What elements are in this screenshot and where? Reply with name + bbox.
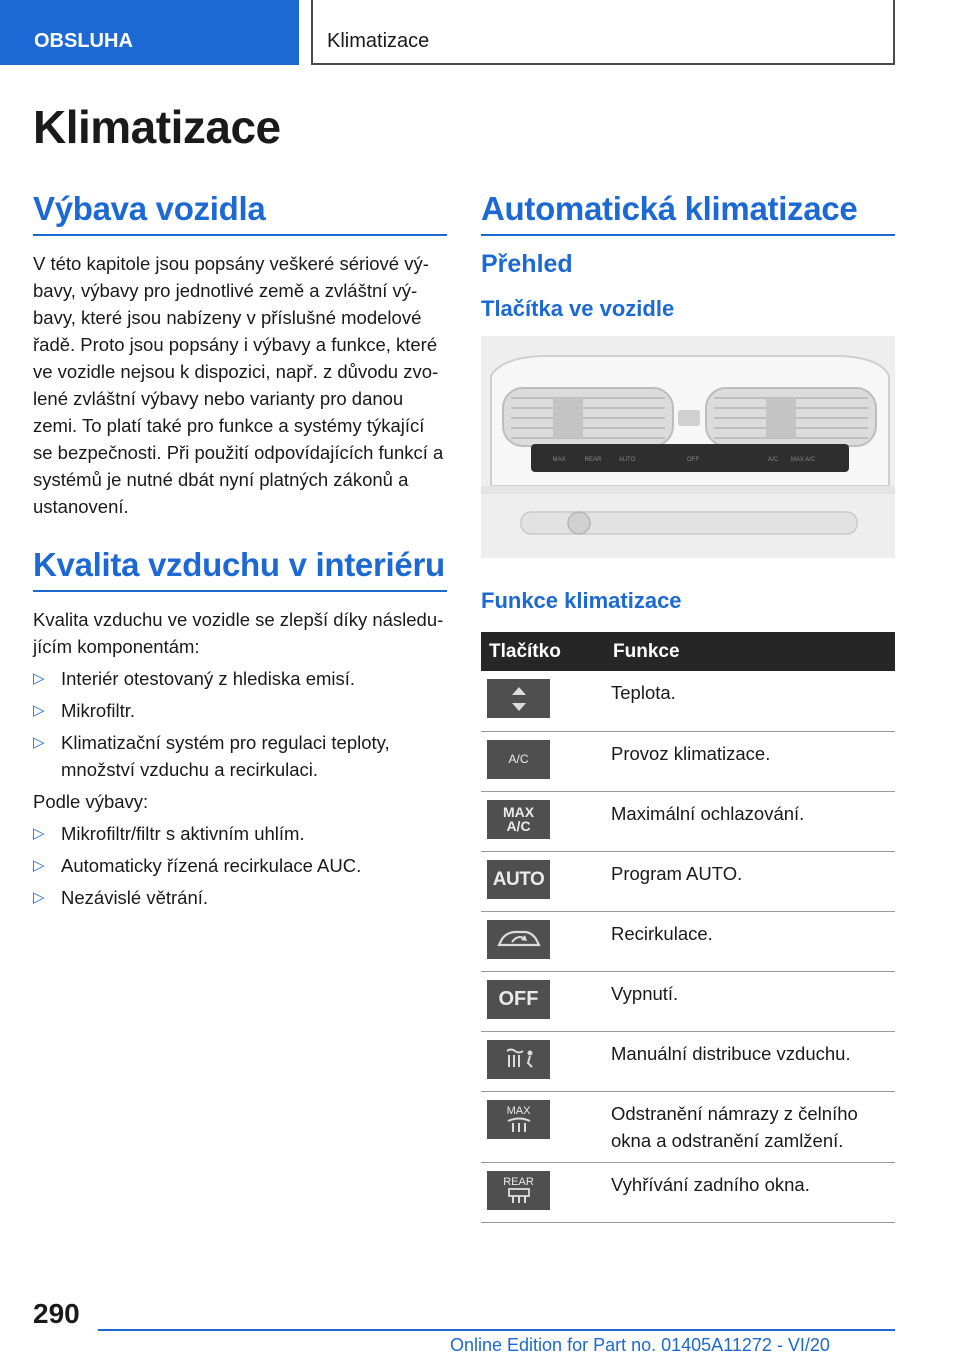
column-header-function: Funkce: [605, 632, 895, 671]
max-ac-label: MAX A/C: [502, 804, 535, 834]
table-row: [481, 851, 895, 911]
button-cell: [481, 911, 605, 971]
text-line: zemi. To platí také pro funkce a systémy týkající: [33, 415, 425, 436]
vybava-heading: Výbava vozidla: [33, 190, 447, 236]
function-text: Recirkulace.: [611, 922, 713, 944]
kvalita-intro: [33, 606, 447, 660]
table-header-row: [481, 632, 895, 671]
max-defrost-label: MAX: [506, 1105, 531, 1117]
text-line: bavy, výbavy pro jednotlivé země a zvláštní vý-: [33, 280, 418, 301]
table-row: [481, 731, 895, 791]
function-text: Maximální ochlazování.: [611, 802, 805, 824]
max-ac-icon: [487, 800, 550, 839]
svg-text:OFF: OFF: [687, 457, 699, 463]
button-cell: [481, 1031, 605, 1091]
table-row: [481, 791, 895, 851]
function-cell: [605, 731, 895, 791]
function-cell: [605, 671, 895, 731]
bullet-text: Mikrofiltr.: [61, 700, 135, 721]
function-cell: [605, 791, 895, 851]
function-cell: [605, 851, 895, 911]
function-cell: [605, 911, 895, 971]
table-row: [481, 671, 895, 731]
svg-text:AUTO: AUTO: [618, 457, 636, 463]
function-cell: [605, 971, 895, 1031]
function-text: okna a odstranění zamlžení.: [611, 1129, 844, 1151]
text-line: řadě. Proto jsou popsány i výbavy a funkce, které: [33, 334, 438, 355]
right-column: [481, 190, 895, 1223]
button-cell: [481, 1091, 605, 1162]
table-row: [481, 1091, 895, 1162]
table-row: [481, 911, 895, 971]
svg-text:MAX A/C: MAX A/C: [790, 457, 816, 463]
triangle-bullet-icon: ▷: [33, 670, 45, 687]
bullet-text: Automaticky řízená recirkulace AUC.: [61, 855, 362, 876]
list-item: [33, 665, 447, 692]
text-line: ustanovení.: [33, 496, 129, 517]
page-number: 290: [33, 1298, 80, 1329]
bullet-text: Klimatizační systém pro regulaci teploty,: [61, 732, 390, 753]
function-text: Teplota.: [611, 682, 676, 703]
page-title: Klimatizace: [33, 101, 281, 153]
triangle-bullet-icon: ▷: [33, 857, 45, 874]
rear-defrost-label: REAR: [503, 1176, 534, 1188]
auto-icon: AUTO: [487, 860, 550, 899]
auto-climate-heading: Automatická klimatizace: [481, 190, 895, 236]
text-line: se bezpečnosti. Při použití odpovídajících funkcí a: [33, 442, 444, 463]
functions-table: [481, 632, 895, 1223]
off-icon: OFF: [487, 980, 550, 1019]
functions-heading: Funkce klimatizace: [481, 588, 682, 613]
bullet-text: Nezávislé větrání.: [61, 887, 209, 908]
temperature-arrows-icon: [487, 679, 550, 718]
text-line: V této kapitole jsou popsány veškeré sériové vý-: [33, 253, 429, 274]
chapter-tab[interactable]: Klimatizace: [311, 0, 895, 65]
bullet-text: množství vzduchu a recirkulaci.: [61, 759, 319, 780]
button-cell: [481, 1162, 605, 1222]
svg-text:A/C: A/C: [767, 457, 779, 463]
list-item: [33, 729, 447, 783]
text-line: lené zvláštní výbavy nebo varianty pro danou: [33, 388, 404, 409]
text-line: bavy, které jsou nabízeny v příslušné modelové: [33, 307, 422, 328]
bullet-text: Interiér otestovaný z hlediska emisí.: [61, 668, 356, 689]
section-tab[interactable]: OBSLUHA: [0, 0, 299, 65]
triangle-bullet-icon: ▷: [33, 702, 45, 719]
button-cell: [481, 671, 605, 731]
function-text: Provoz klimatizace.: [611, 742, 771, 764]
list-item: [33, 884, 447, 911]
footer-divider: [98, 1329, 895, 1331]
left-column: [33, 190, 447, 911]
function-text: Odstranění námrazy z čelního: [611, 1102, 858, 1124]
function-cell: [605, 1091, 895, 1162]
overview-heading: Přehled: [481, 250, 573, 278]
recirculation-icon: [487, 920, 550, 959]
function-text: Vyhřívání zadního okna.: [611, 1173, 810, 1195]
function-text: Vypnutí.: [611, 982, 679, 1004]
climate-panel-photo: [481, 336, 895, 558]
button-cell: [481, 731, 605, 791]
table-row: [481, 1162, 895, 1222]
table-row: [481, 1031, 895, 1091]
list-item: [33, 852, 447, 879]
list-item: [33, 820, 447, 847]
button-cell: [481, 851, 605, 911]
max-defrost-icon: [487, 1100, 550, 1139]
column-header-button: Tlačítko: [481, 632, 605, 671]
edition-footer[interactable]: Online Edition for Part no. 01405A11272 - VI/20: [450, 1335, 830, 1355]
button-cell: [481, 791, 605, 851]
text-line: ve vozidle nejsou k dispozici, např. z důvodu zvo-: [33, 361, 439, 382]
function-cell: [605, 1031, 895, 1091]
text-line: systémů je nutné dbát nyní platných zákonů a: [33, 469, 409, 490]
triangle-bullet-icon: ▷: [33, 734, 45, 751]
climate-panel-illustration: [481, 336, 895, 558]
ac-icon: A/C: [487, 740, 550, 779]
bullet-text: Mikrofiltr/filtr s aktivním uhlím.: [61, 823, 305, 844]
vybava-paragraph: [33, 250, 447, 520]
text-line: Kvalita vzduchu ve vozidle se zlepší díky následu-: [33, 609, 444, 630]
air-distribution-icon: [487, 1040, 550, 1079]
optional-bullet-list: [33, 820, 447, 911]
optional-label: Podle výbavy:: [33, 791, 149, 812]
kvalita-bullet-list: [33, 665, 447, 783]
buttons-heading: Tlačítka ve vozidle: [481, 296, 675, 321]
rear-defrost-icon: [487, 1171, 550, 1210]
text-line: jícím komponentám:: [33, 636, 200, 657]
svg-text:REAR: REAR: [584, 457, 602, 463]
list-item: [33, 697, 447, 724]
button-cell: [481, 971, 605, 1031]
kvalita-heading: Kvalita vzduchu v interiéru: [33, 546, 447, 592]
triangle-bullet-icon: ▷: [33, 825, 45, 842]
triangle-bullet-icon: ▷: [33, 889, 45, 906]
function-text: Program AUTO.: [611, 862, 743, 884]
svg-text:MAX: MAX: [552, 457, 566, 463]
function-cell: [605, 1162, 895, 1222]
table-row: [481, 971, 895, 1031]
function-text: Manuální distribuce vzduchu.: [611, 1042, 851, 1064]
